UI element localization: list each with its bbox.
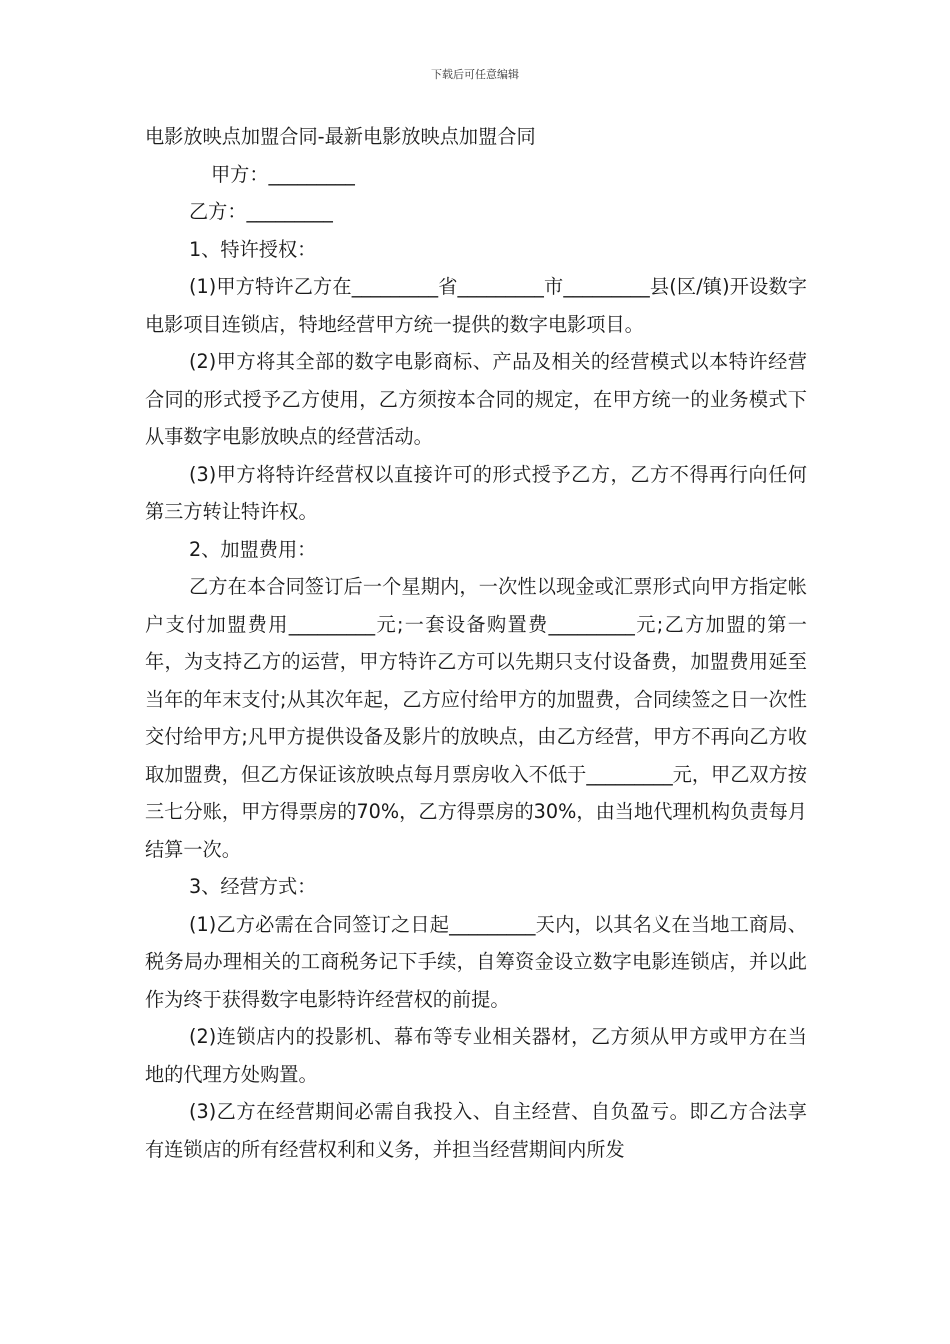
- party-b-line: 乙方：_________: [189, 200, 333, 223]
- section-3-paragraph-2: (2)连锁店内的投影机、幕布等专业相关器材，乙方须从甲方或甲方在当地的代理方处购置。: [145, 1025, 807, 1086]
- section-1-paragraph-2: (2)甲方将其全部的数字电影商标、产品及相关的经营模式以本特许经营合同的形式授予乙方使用，乙方须按本合同的规定，在甲方统一的业务模式下从事数字电影放映点的经营活动。: [145, 350, 807, 448]
- document-title: 电影放映点加盟合同-最新电影放映点加盟合同: [145, 125, 536, 148]
- section-1-paragraph-3: (3)甲方将特许经营权以直接许可的形式授予乙方，乙方不得再行向任何第三方转让特许权。: [145, 462, 807, 523]
- section-2-paragraph-1: 乙方在本合同签订后一个星期内，一次性以现金或汇票形式向甲方指定帐户支付加盟费用_________元;一套设备购置费_________元;乙方加盟的第一年，为支持乙方的运营，甲方特许乙方可以先期只支付设备费，加盟费用延至当年的年末支付;从其次年起，乙方应付给甲方的加盟费，合同续签之日一次性交付给甲方;凡甲方提供设备及影片的放映点，由乙方经营，甲方不再向乙方收取加盟费，但乙方保证该放映点每月票房收入不低于_________元，甲乙双方按三七分账，甲方得票房的70%，乙方得票房的30%，由当地代理机构负责每月结算一次。: [145, 575, 807, 861]
- section-2-heading: 2、加盟费用：: [189, 537, 317, 561]
- party-a-line: 甲方：_________: [211, 162, 355, 186]
- document-body: [145, 118, 807, 1168]
- section-1-heading: 1、特许授权：: [189, 237, 317, 261]
- section-3-heading: 3、经营方式：: [189, 875, 317, 898]
- section-3-paragraph-3: (3)乙方在经营期间必需自我投入、自主经营、自负盈亏。即乙方合法享有连锁店的所有经营权利和义务，并担当经营期间内所发: [145, 1100, 807, 1161]
- page-header-note: 下载后可任意编辑: [431, 68, 519, 81]
- section-3-paragraph-1: (1)乙方必需在合同签订之日起_________天内，以其名义在当地工商局、税务局办理相关的工商税务记下手续，自筹资金设立数字电影连锁店，并以此作为终于获得数字电影特许经营权的前提。: [145, 912, 807, 1011]
- section-1-paragraph-1: (1)甲方特许乙方在_________省_________市_________县(区/镇)开设数字电影项目连锁店，特地经营甲方统一提供的数字电影项目。: [145, 275, 807, 336]
